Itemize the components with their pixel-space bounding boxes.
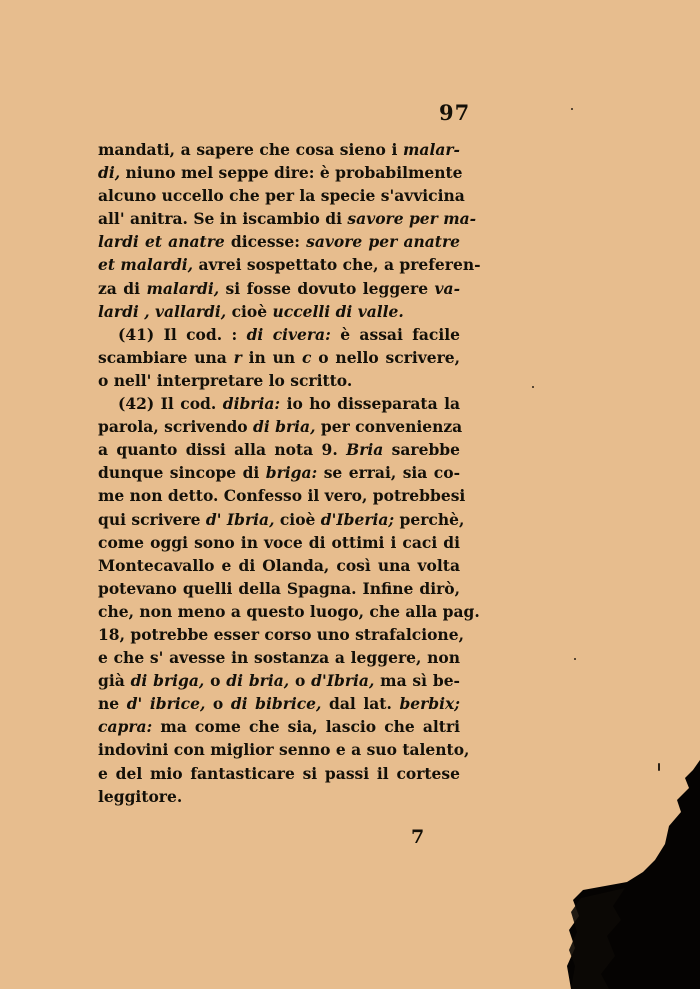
text-line: a quanto dissi alla nota 9. Bria sarebbe [98,440,460,460]
text-line: di, niuno mel seppe dire: è probabilmente [98,163,463,183]
text-line: lardi , vallardi, cioè uccelli di valle. [98,301,404,321]
text-line: dunque sincope di briga: se errai, sia co- [98,463,461,483]
scan-shadow [565,760,700,989]
text-line: all' anitra. Se in iscambio di savore per ma- [98,209,477,229]
text-line: capra: ma come che sia, lascio che altri [98,717,460,737]
signature-mark: 7 [411,826,425,848]
text-line: già di briga, o di bria, o d'Ibria, ma sì be- [98,671,460,691]
text-line: e del mio fantasticare si passi il cortese [98,763,460,783]
text-line: Montecavallo e di Olanda, così una volta [98,555,460,575]
scan-speck [658,763,660,771]
text-line: me non detto. Confesso il vero, potrebbesi [98,486,466,506]
text-line: mandati, a sapere che cosa sieno i malar- [98,140,460,159]
text-line: ne d' ibrice, o di bibrice, dal lat. berbix; [98,694,460,714]
text-line: che, non meno a questo luogo, che alla pag. [98,601,480,621]
scan-speck [532,386,534,388]
text-line: come oggi sono in voce di ottimi i caci di [98,532,460,552]
text-line: potevano quelli della Spagna. Infine dirò, [98,578,460,598]
text-line: 18, potrebbe esser corso uno strafalcione, [98,624,464,644]
scan-speck [571,108,573,110]
text-line: o nell' interpretare lo scritto. [98,370,353,390]
text-line: et malardi, avrei sospettato che, a preferen- [98,255,481,275]
scan-speck [574,658,576,660]
text-line: za di malardi, si fosse dovuto leggere va- [98,278,460,298]
text-line: qui scrivere d' Ibria, cioè d'Iberia; perchè, [98,509,465,529]
text-line: lardi et anatre dicesse: savore per anatre [98,232,460,252]
text-line: alcuno uccello che per la specie s'avvicina [98,186,465,206]
text-line: parola, scrivendo di bria, per convenienza [98,417,463,437]
text-line: leggitore. [98,786,183,806]
text-line: e che s' avesse in sostanza a leggere, non [98,648,460,668]
page-number: 97 [439,100,471,125]
body-text [98,138,481,808]
note-41: (41) Il cod. : di civera: è assai facile [118,324,461,344]
note-42: (42) Il cod. dibria: io ho disseparata la [118,394,461,414]
text-line: scambiare una r in un c o nello scrivere, [98,347,460,367]
text-line: indovini con miglior senno e a suo talento, [98,740,470,760]
